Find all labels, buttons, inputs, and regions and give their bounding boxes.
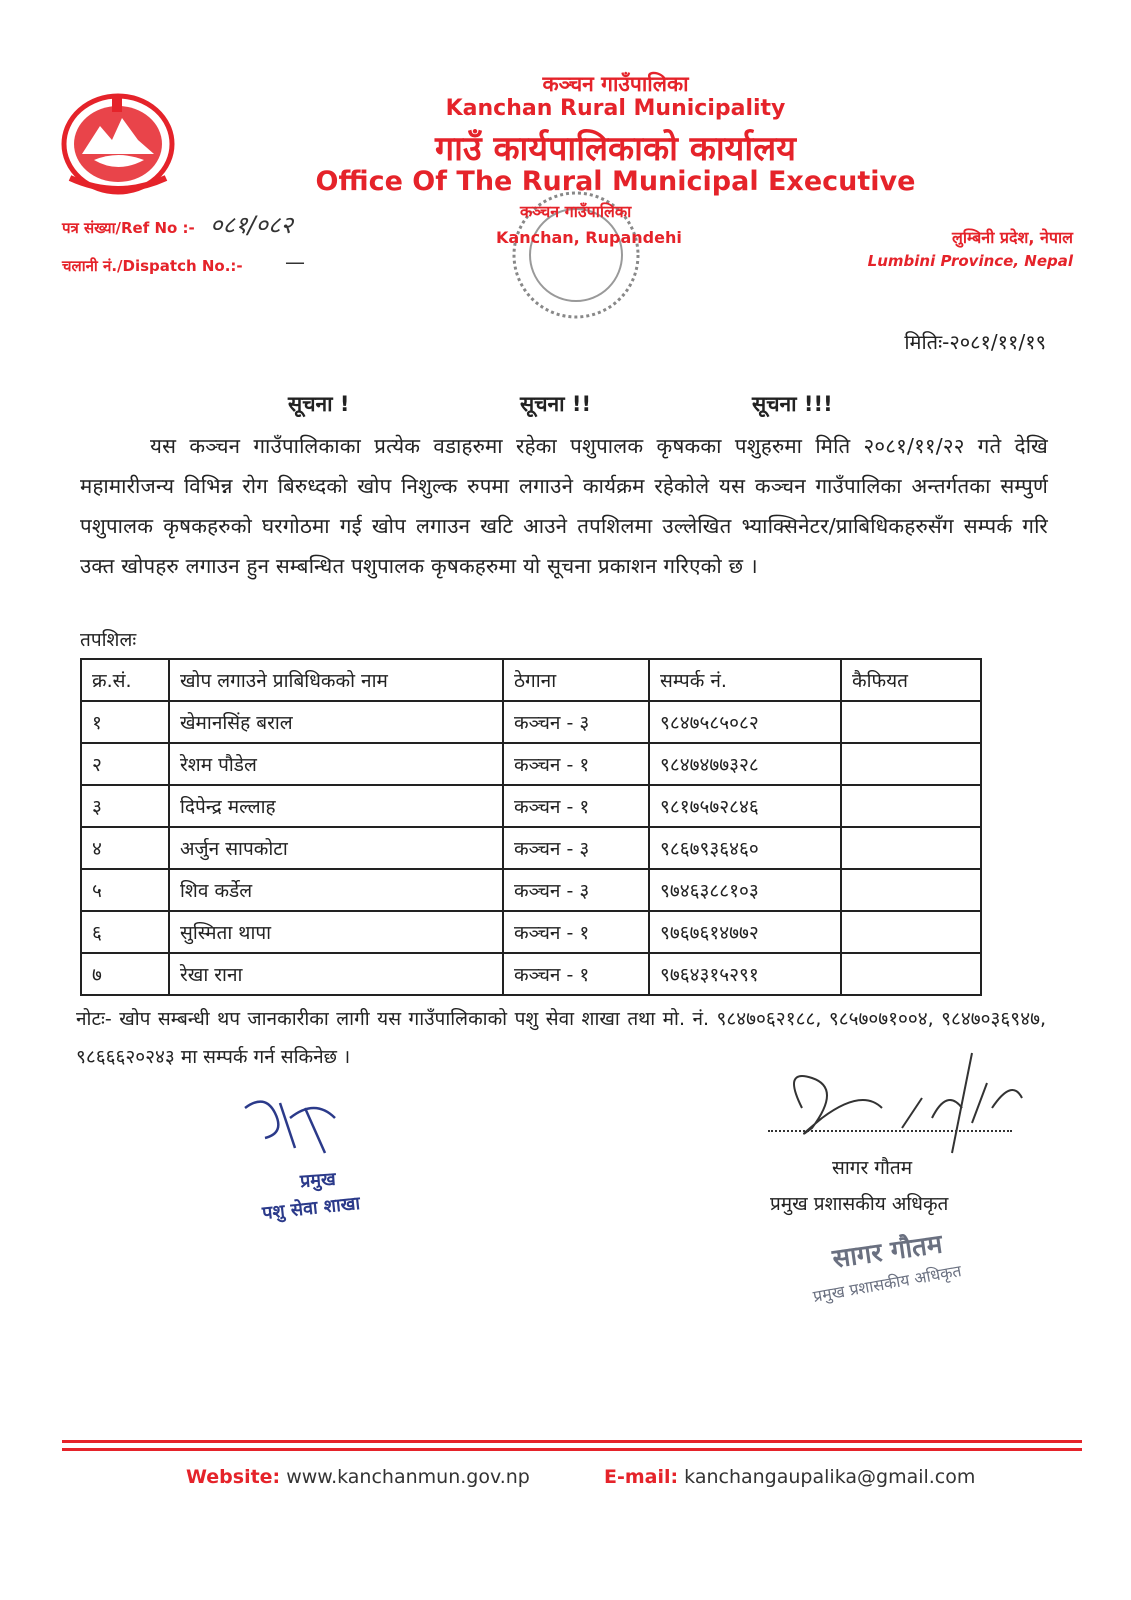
notice-heading-1: सूचना ! [288, 392, 350, 416]
cell-sn: ५ [81, 869, 169, 911]
cell-name: रेशम पौडेल [169, 743, 503, 785]
notice-date: मितिः-२०८१/११/१९ [904, 330, 1046, 354]
province-np: लुम्बिनी प्रदेश, नेपाल [951, 228, 1073, 247]
cell-name: खेमानसिंह बराल [169, 701, 503, 743]
signatory-left-dept: पशु सेवा शाखा [261, 1192, 362, 1225]
cell-sn: ७ [81, 953, 169, 995]
office-title-np: गाउँ कार्यपालिकाको कार्यालय [435, 129, 796, 169]
cell-name: शिव कर्डेल [169, 869, 503, 911]
cell-contact: ९८४७४७७३२८ [649, 743, 841, 785]
cell-address: कञ्चन - १ [503, 743, 649, 785]
table-header-row [81, 659, 981, 701]
cell-name: अर्जुन सापकोटा [169, 827, 503, 869]
cell-contact: ९८४७५८५०८२ [649, 701, 841, 743]
cell-address: कञ्चन - ३ [503, 827, 649, 869]
cell-name: दिपेन्द्र मल्लाह [169, 785, 503, 827]
cell-address: कञ्चन - १ [503, 911, 649, 953]
table-row [81, 701, 981, 743]
cell-sn: २ [81, 743, 169, 785]
cell-name: सुस्मिता थापा [169, 911, 503, 953]
cell-remarks [841, 953, 981, 995]
table-row [81, 869, 981, 911]
email-link[interactable]: kanchangaupalika@gmail.com [684, 1466, 976, 1488]
col-name: खोप लगाउने प्राबिधिकको नाम [169, 659, 503, 701]
cell-contact: ९७६४३१५२९१ [649, 953, 841, 995]
col-address: ठेगाना [503, 659, 649, 701]
seal-text: कञ्चन गाउँपालिका [520, 202, 632, 221]
cell-contact: ९७४६३८८१०३ [649, 869, 841, 911]
dispatch-no-label: चलानी नं./Dispatch No.:- [62, 257, 243, 275]
vaccinator-table [80, 658, 982, 996]
cell-sn: ६ [81, 911, 169, 953]
notice-heading-2: सूचना !! [520, 392, 592, 416]
notice-heading-3: सूचना !!! [752, 392, 833, 416]
website-label: Website: [186, 1466, 281, 1488]
cell-sn: ४ [81, 827, 169, 869]
cell-remarks [841, 911, 981, 953]
footer-website [186, 1466, 530, 1488]
cell-address: कञ्चन - ३ [503, 869, 649, 911]
municipality-name-np: कञ्चन गाउँपालिका [542, 72, 689, 96]
cell-address: कञ्चन - ३ [503, 701, 649, 743]
cell-sn: ३ [81, 785, 169, 827]
office-seal-stamp [480, 175, 680, 325]
cell-contact: ९७६७६१४७७२ [649, 911, 841, 953]
stamp-title: प्रमुख प्रशासकीय अधिकृत [811, 1261, 963, 1306]
district-text: Kanchan, Rupandehi [496, 228, 682, 247]
cell-contact: ९८१७५७२८४६ [649, 785, 841, 827]
email-label: E-mail: [604, 1466, 679, 1488]
table-row [81, 743, 981, 785]
dispatch-no-value: — [285, 250, 305, 274]
col-sn: क्र.सं. [81, 659, 169, 701]
cell-remarks [841, 827, 981, 869]
cell-address: कञ्चन - १ [503, 953, 649, 995]
cell-name: रेखा राना [169, 953, 503, 995]
table-row [81, 953, 981, 995]
cell-remarks [841, 743, 981, 785]
footer-email [604, 1466, 975, 1488]
col-contact: सम्पर्क नं. [649, 659, 841, 701]
province-en: Lumbini Province, Nepal [867, 252, 1073, 270]
table-row [81, 785, 981, 827]
cell-address: कञ्चन - १ [503, 785, 649, 827]
table-row [81, 827, 981, 869]
cell-remarks [841, 701, 981, 743]
footer-rule [62, 1448, 1082, 1451]
website-link[interactable]: www.kanchanmun.gov.np [286, 1466, 530, 1488]
notice-body: यस कञ्चन गाउँपालिकाका प्रत्येक वडाहरुमा रहेका पशुपालक कृषकका पशुहरुमा मिति २०८१/११/२२ गते देखि महामारीजन्य विभिन्न रोग बिरुध्दको खोप निशुल्क रुपमा लगाउने कार्यक्रम रहेकोले यस कञ्चन गाउँपालिका अन्तर्गतका सम्पुर्ण पशुपालक कृषकहरुको घरगोठमा गई खोप लगाउन खटि आउने तपशिलमा उल्लेखित भ्याक्सिनेटर/प्राबिधिकहरुसँग सम्पर्क गरि उक्त खोपहरु लगाउन हुन सम्बन्धित पशुपालक कृषकहरुमा यो सूचना प्रकाशन गरिएको छ । [80, 434, 1048, 578]
col-remarks: कैफियत [841, 659, 981, 701]
cell-sn: १ [81, 701, 169, 743]
cell-remarks [841, 869, 981, 911]
table-row [81, 911, 981, 953]
signature-line [768, 1130, 1012, 1132]
signatory-right-name: सागर गौतम [832, 1157, 913, 1179]
stamp-name: सागर गौतम [830, 1229, 945, 1275]
municipality-name-en: Kanchan Rural Municipality [445, 96, 786, 121]
footer-rule [62, 1440, 1082, 1443]
signatory-right-title: प्रमुख प्रशासकीय अधिकृत [770, 1193, 949, 1215]
ref-no-value: ०८१/०८२ [210, 211, 293, 239]
note-text: नोटः- खोप सम्बन्धी थप जानकारीका लागी यस गाउँपालिकाको पशु सेवा शाखा तथा मो. नं. ९८४७०६२१८८, ९८५७०७१००४, ९८४७०३६९४७, ९८६६६२०२४३ मा सम्पर्क गर्न सकिनेछ । [76, 1008, 1046, 1068]
signature-left [235, 1088, 345, 1158]
signature-right [772, 1048, 1032, 1158]
cell-contact: ९८६७९३६४६० [649, 827, 841, 869]
cell-remarks [841, 785, 981, 827]
ref-no-label: पत्र संख्या/Ref No :- [62, 219, 195, 237]
details-label: तपशिलः [80, 629, 137, 651]
signatory-left-title: प्रमुख [299, 1168, 337, 1193]
office-title-en: Office Of The Rural Municipal Executive [315, 166, 916, 197]
